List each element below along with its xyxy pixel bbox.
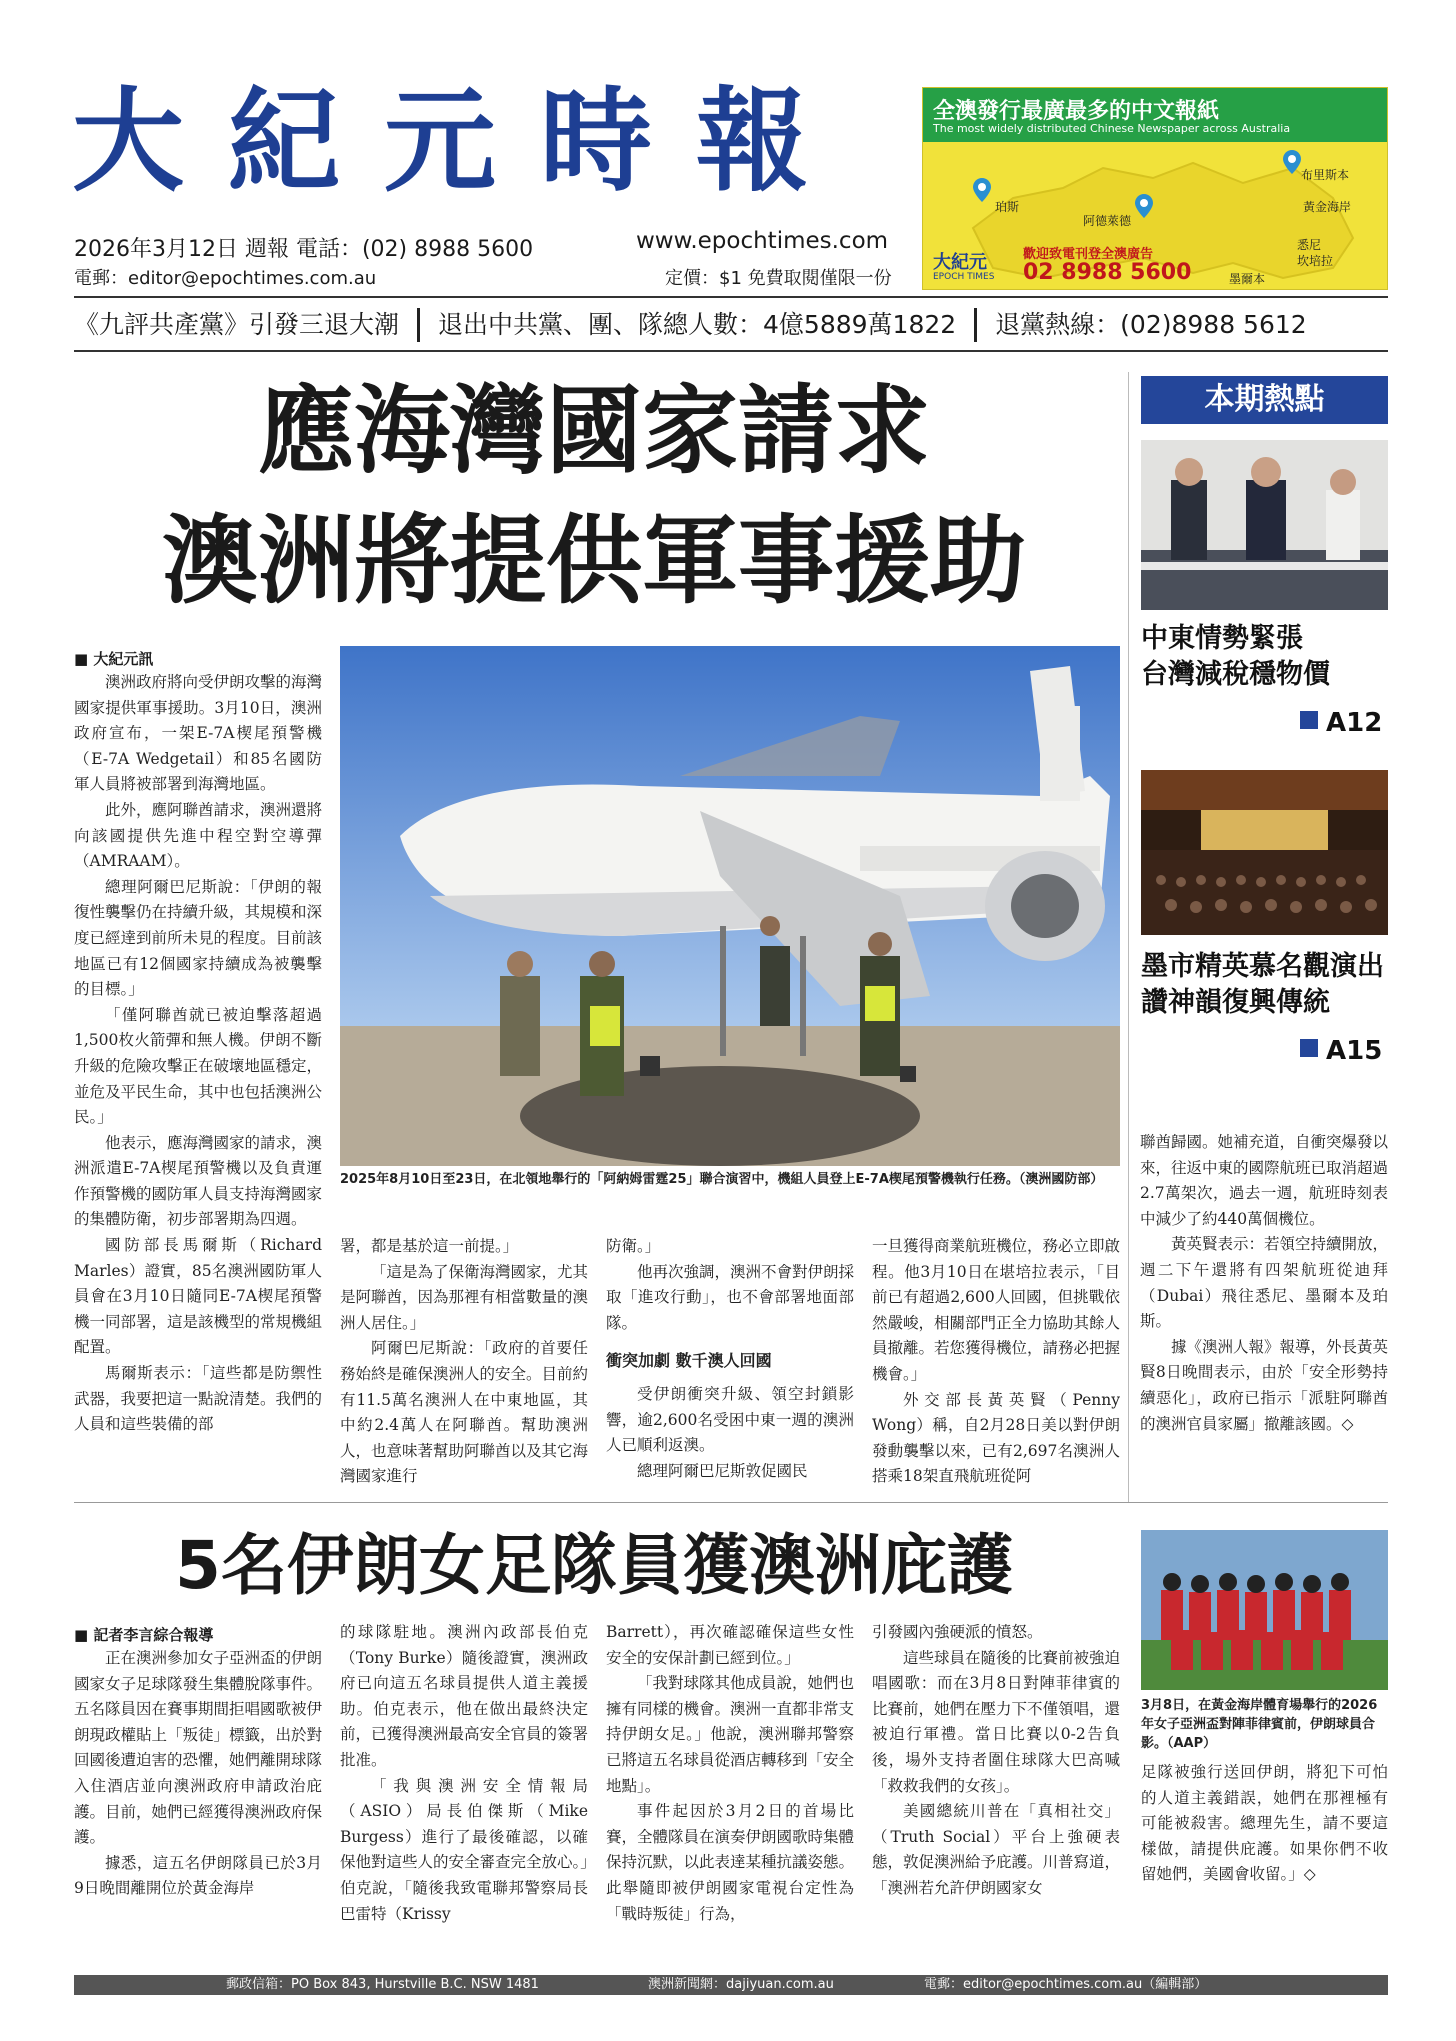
divider [417,308,420,342]
divider [74,350,1388,352]
lead-headline-line1[interactable]: 應海灣國家請求 [258,375,930,487]
city-label: 黃金海岸 [1303,200,1352,214]
sidebar-item2-title-line1[interactable]: 墨市精英慕名觀演出 [1141,951,1384,982]
second-photo [1141,1530,1388,1690]
city-pin-perth [973,178,991,206]
divider [74,1502,1388,1503]
second-column-3 [606,1620,854,1927]
ad-brand: 大紀元 [933,252,987,273]
paragraph: 聯酋歸國。她補充道，自衝突爆發以來，往返中東的國際航班已取消超過2.7萬架次，過去一週，航班時刻表中減少了約440萬個機位。 [1140,1133,1389,1228]
second-column-2 [340,1620,588,1927]
sidebar-photo-2[interactable] [1141,770,1388,935]
paragraph: 美國總統川普在「真相社交」（Truth Social）平台上強硬表態，敦促澳洲給予庇護。川普寫道，「澳洲若允許伊朗國家女 [872,1802,1121,1897]
paragraph: 據《澳洲人報》報導，外長黃英賢8日晚間表示，由於「安全形勢持續惡化」，政府已指示「派駐阿聯酋的澳洲官員家屬」撤離該國。◇ [1140,1337,1389,1433]
masthead-email[interactable]: 電郵：editor@epochtimes.com.au [74,268,377,289]
city-label: 珀斯 [995,200,1020,214]
football-team-photo [1141,1530,1388,1690]
issue-date-line: 2026年3月12日 週報 電話：(02) 8988 5600 [74,237,534,262]
ad-brand-en: EPOCH TIMES [933,272,995,282]
footer-post: 郵政信箱：PO Box 843, Hurstville B.C. NSW 1481 [226,1977,539,1992]
banner-part3: 退黨熱線：(02)8988 5612 [995,310,1307,339]
map-pin-icon [973,178,991,202]
second-photo-caption: 3月8日，在黃金海岸體育場舉行的2026年女子亞洲盃對陣菲律賓前，伊朗球員合影。（AAP） [1141,1698,1378,1751]
lead-column-2 [340,1234,588,1490]
lead-column-4 [872,1234,1120,1490]
lead-column-5 [1140,1130,1388,1437]
city-pin-brisbane [1283,150,1301,178]
paragraph: 他再次強調，澳洲不會對伊朗採取「進攻行動」，也不會部署地面部隊。 [606,1262,855,1332]
ad-subtitle: The most widely distributed Chinese Newspaper across Australia [933,122,1291,135]
paragraph: 總理阿爾巴尼斯敦促國民 [637,1461,808,1480]
second-headline[interactable]: 5名伊朗女足隊員獲澳洲庇護 [175,1527,1013,1604]
city-label: 阿德萊德 [1083,214,1132,228]
paragraph: 引發國內強硬派的憤怒。 [872,1623,1043,1641]
paragraph: 這些球員在隨後的比賽前被強迫唱國歌：而在3月8日對陣菲律賓的比賽前，她們在壓力下不僅領唱，還被迫行軍禮。當日比賽以0-2告負後，場外支持者圍住球隊大巴高喊「救救我們的女孩」。 [872,1648,1121,1795]
advertisement[interactable] [922,87,1388,290]
map-pin-icon [1135,194,1153,218]
second-column-1 [74,1646,322,1902]
paragraph: 一旦獲得商業航班機位，務必立即啟程。他3月10日在堪培拉表示，「目前已有超過2,600人回國，但挑戰依然嚴峻，相關部門正全力協助其餘人員撤離。若您獲得機位，請務必把握機會。」 [872,1237,1121,1383]
city-label: 墨爾本 [1229,272,1266,286]
column-divider [1128,372,1129,1502]
footer-bar [74,1975,1388,1995]
lead-headline-line2[interactable]: 澳洲將提供軍事援助 [162,505,1026,617]
paragraph: Barrett），再次確認確保這些女性安全的安保計劃已經到位。」 [606,1623,854,1667]
press-conference-photo [1141,440,1388,610]
paragraph: 據悉，這五名伊朗隊員已於3月9日晚間離開位於黃金海岸 [74,1853,322,1898]
divider [974,308,977,342]
lead-byline: ■ 大紀元訊 [74,648,153,669]
paragraph: 「我對球隊其他成員說，她們也擁有同樣的機會。澳洲一直都非常支持伊朗女足。」他說，澳洲聯邦警察已將這五名球員從酒店轉移到「安全地點」。 [606,1674,855,1795]
city-label: 布里斯本 [1301,168,1350,182]
paragraph: 黃英賢表示：若領空持續開放，週二下午還將有四架航班從迪拜（Dubai）飛往悉尼、墨爾本及珀斯。 [1140,1235,1389,1331]
lead-photo-caption: 2025年8月10日至23日，在北領地舉行的「阿納姆雷霆25」聯合演習中，機組人員登上E-7A楔尾預警機執行任務。（澳洲國防部） [340,1172,1104,1187]
ad-phone[interactable]: 02 8988 5600 [1023,260,1192,285]
paragraph: 此外，應阿聯酋請求，澳洲還將向該國提供先進中程空對空導彈（AMRAAM）。 [74,800,323,871]
paragraph: 署，都是基於這一前提。」 [340,1237,519,1255]
paragraph: 外交部長黃英賢（Penny Wong）稱，自2月28日美以對伊朗發動襲擊以來，已有2,697名澳洲人搭乘18架直飛航班從阿 [872,1390,1120,1486]
lead-column-1 [74,670,322,1438]
second-column-4 [872,1620,1120,1902]
sidebar-item1-title-line2[interactable]: 台灣減稅穩物價 [1141,659,1330,690]
ad-call-text: 歡迎致電刊登全澳廣告 [1023,247,1154,262]
paragraph: 事件起因於3月2日的首場比賽，全體隊員在演奏伊朗國歌時集體保持沉默，以此表達某種抗議姿態。此舉隨即被伊朗國家電視台定性為「戰時叛徒」行為， [606,1802,855,1923]
price-line: 定價：$1 免費取閱僅限一份 [665,268,892,289]
masthead-website[interactable]: www.epochtimes.com [636,228,889,254]
city-pin-adelaide [1135,194,1153,222]
paragraph: 他表示，應海灣國家的請求，澳洲派遣E-7A楔尾預警機以及負責運作預警機的國防軍人員支持海灣國家的集體防衛，初步部署期為四週。 [74,1133,323,1229]
paragraph: 受伊朗衝突升級、領空封鎖影響，逾2,600名受困中東一週的澳洲人已順利返澳。 [606,1384,854,1455]
city-label: 坎培拉 [1297,254,1334,268]
paragraph: 阿爾巴尼斯說：「政府的首要任務始終是確保澳洲人的安全。目前約有11.5萬名澳洲人在中東地區，其中約2.4萬人在阿聯酋。幫助澳洲人，也意味著幫助阿聯酋以及其它海灣國家進行 [340,1339,589,1486]
sidebar-item2-page[interactable]: A15 [1300,1036,1382,1066]
paragraph: 國防部長馬爾斯（Richard Marles）證實，85名澳洲國防軍人員會在3月10日隨同E-7A楔尾預警機一同部署，這是該機型的常規機組配置。 [74,1236,323,1357]
second-column-5 [1141,1760,1388,1888]
paragraph: 「僅阿聯酋就已被迫擊落超過1,500枚火箭彈和無人機。伊朗不斷升級的危險攻擊正在破壞地區穩定，並危及平民生命，其中也包括澳洲公民。」 [74,1005,323,1127]
sidebar-item1-title-line1[interactable]: 中東情勢緊張 [1141,623,1303,654]
lead-column-3 [606,1234,854,1484]
paragraph: 足隊被強行送回伊朗，將犯下可怕的人道主義錯誤，她們在那裡極有可能被殺害。總理先生，請不要這樣做，請提供庇護。如果你們不收留她們，美國會收留。」◇ [1141,1763,1388,1884]
paragraph: 「我與澳洲安全情報局（ASIO）局長伯傑斯（Mike Burgess）進行了最後確認，以確保他對這些人的安全審查完全放心。」伯克說，「隨後我致電聯邦警察局長巴雷特（Krissy [340,1776,589,1923]
sidebar-item1-page[interactable]: A12 [1300,708,1382,738]
footer-website[interactable]: 澳洲新聞網：dajiyuan.com.au [648,1977,834,1992]
paragraph: 正在澳洲參加女子亞洲盃的伊朗國家女子足球隊發生集體脫隊事件。五名隊員因在賽事期間拒唱國歌被伊朗現政權貼上「叛徒」標籤，出於對回國後遭迫害的恐懼，她們離開球隊入住酒店並向澳洲政府申請政治庇護。目前，她們已經獲得澳洲政府保護。 [74,1649,323,1847]
banner-part1: 《九評共產黨》引發三退大潮 [74,310,400,339]
divider [74,296,1388,298]
paragraph: 「這是為了保衛海灣國家，尤其是阿聯酋，因為那裡有相當數量的澳洲人居住。」 [340,1262,589,1332]
quit-ccp-banner [74,304,1388,346]
subheading: 衝突加劇 數千澳人回國 [606,1351,772,1371]
paragraph: 馬爾斯表示：「這些都是防禦性武器，我要把這一點說清楚。我們的人員和這些裝備的部 [74,1364,323,1434]
highlights-tag: 本期熱點 [1141,376,1388,424]
masthead-logo: 大紀元時報 [72,76,852,207]
banner-part2: 退出中共黨、團、隊總人數：4億5889萬1822 [438,310,957,339]
theater-audience-photo [1141,770,1388,935]
sidebar-item2-title-line2[interactable]: 讚神韻復興傳統 [1141,987,1330,1018]
ad-title: 全澳發行最廣最多的中文報紙 [933,99,1220,124]
map-pin-icon [1283,150,1301,174]
city-label: 悉尼 [1297,238,1322,252]
paragraph: 澳洲政府將向受伊朗攻擊的海灣國家提供軍事援助。3月10日，澳洲政府宣布，一架E-7A楔尾預警機（E-7A Wedgetail）和85名國防軍人員將被部署到海灣地區。 [74,673,323,794]
footer-email[interactable]: 電郵：editor@epochtimes.com.au（編輯部） [924,1977,1208,1992]
paragraph: 的球隊駐地。澳洲內政部長伯克（Tony Burke）隨後證實，澳洲政府已向這五名球員提供人道主義援助。伯克表示，他在做出最終決定前，已獲得澳洲最高安全官員的簽署批准。 [340,1623,589,1769]
paragraph: 總理阿爾巴尼斯說：「伊朗的報復性襲擊仍在持續升級，其規模和深度已經達到前所未見的程度。目前該地區已有12個國家持續成為被襲擊的目標。」 [74,877,323,999]
sidebar-photo-1[interactable] [1141,440,1388,610]
lead-photo [340,646,1120,1166]
aircraft-boarding-photo [340,646,1120,1166]
second-byline: ■ 記者李言綜合報導 [74,1624,213,1645]
paragraph: 防衛。」 [606,1237,661,1255]
